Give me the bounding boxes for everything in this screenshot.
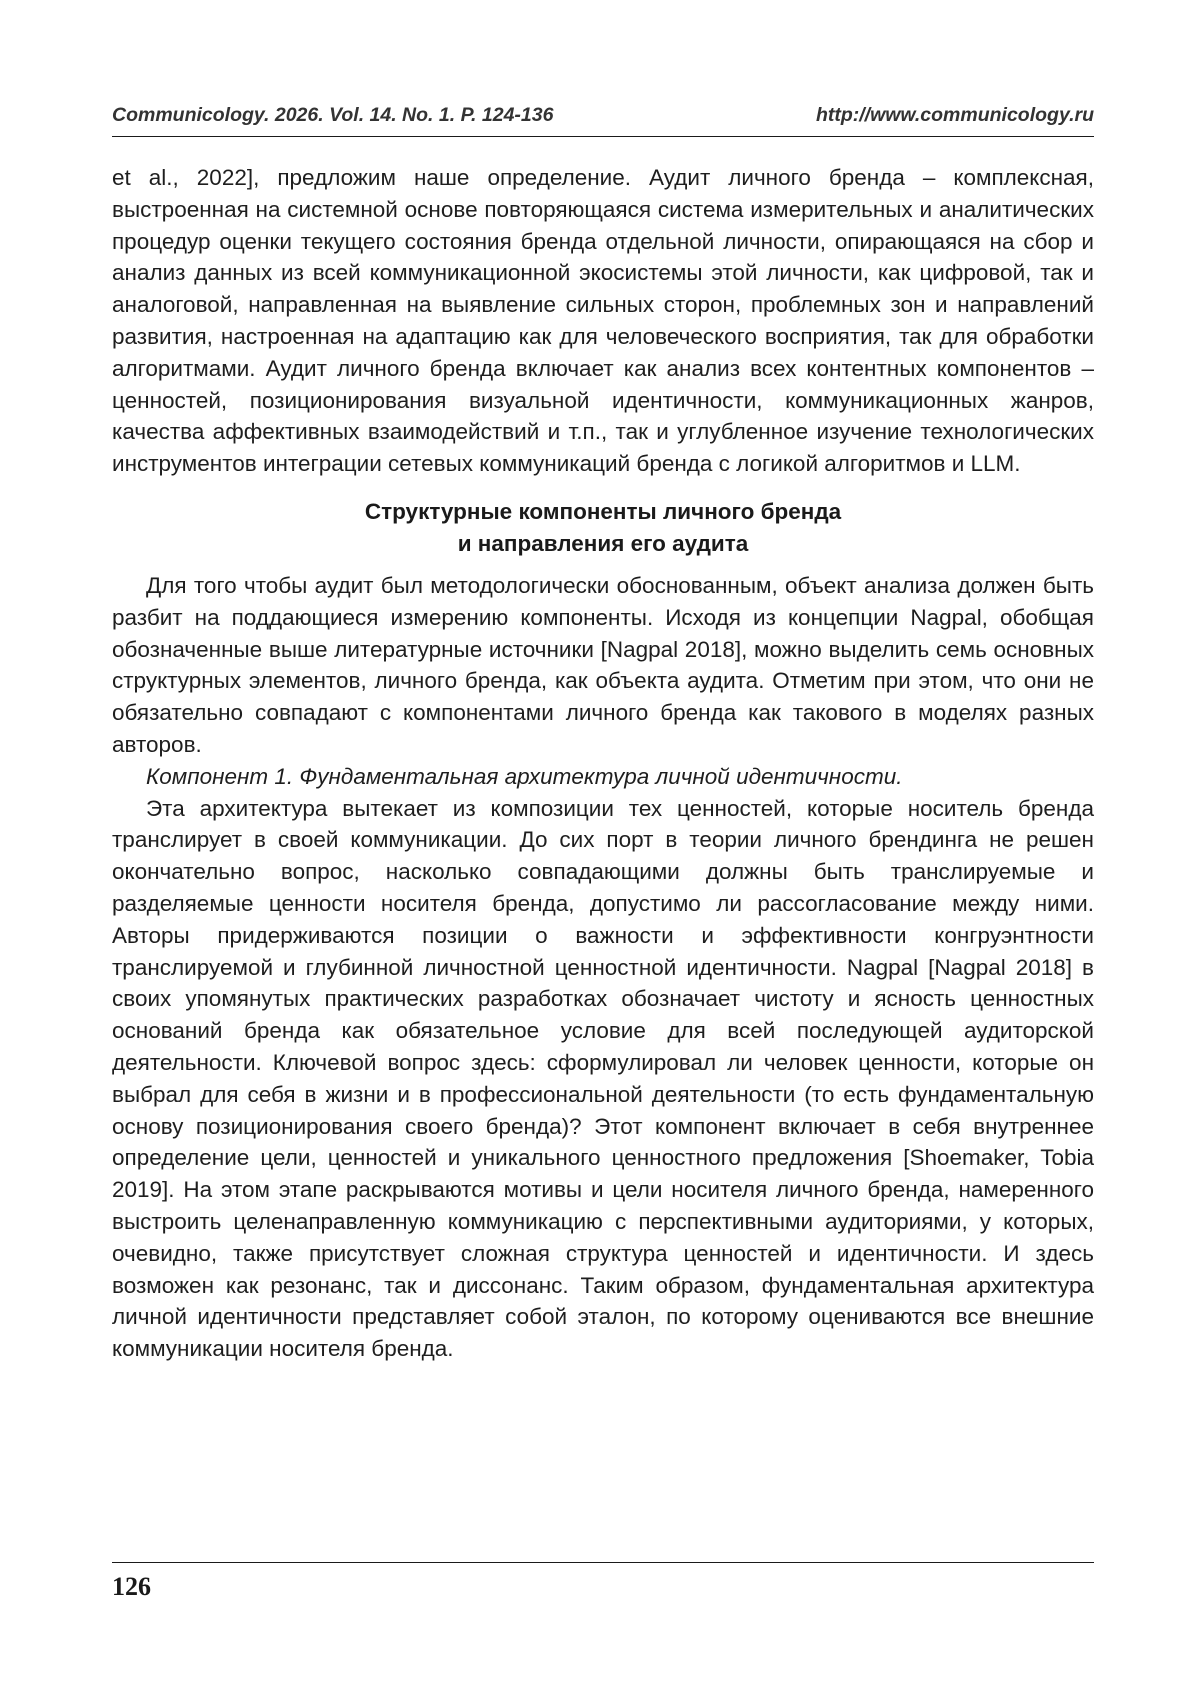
paragraph-architecture: Эта архитектура вытекает из композиции тех ценностей, которые носитель бренда транслирует в своей коммуникации. До сих порт в теории личного брендинга не решен окончательно вопрос, насколько совпадающими должны быть транслируемые и разделяемые ценности носителя бренда, допустимо ли рассогласование между ними. Авторы придерживаются позиции о важности и эффективности конгруэнтности транслируемой и глубинной личностной ценностной идентичности. Nagpal [Nagpal 2018] в своих упомянутых практических разработках обозначает чистоту и ясность ценностных оснований бренда как обязательное условие для всей последующей аудиторской деятельности. Ключевой вопрос здесь: сформулировал ли человек ценности, которые он выбрал для себя в жизни и в профессиональной деятельности (то есть фундаментальную основу позиционирования своего бренда)? Этот компонент включает в себя внутреннее определение цели, ценностей и уникального ценностного предложения [Shoemaker, Tobia 2019]. На этом этапе раскрываются мотивы и цели носителя личного бренда, намеренного выстроить целенаправленную коммуникацию с перспективными аудиториями, у которых, очевидно, также присутствует сложная структура ценностей и идентичности. И здесь возможен как резонанс, так и диссонанс. Таким образом, фундаментальная архитектура личной идентичности представляет собой эталон, по которому оцениваются все внешние коммуникации носителя бренда. xyxy=(112,795,1094,1362)
journal-url[interactable]: http://www.communicology.ru xyxy=(815,104,1094,126)
running-header xyxy=(112,104,1094,137)
article-body xyxy=(112,162,1094,1365)
section-heading xyxy=(112,496,1094,560)
section-heading-line-2: и направления его аудита xyxy=(457,530,749,556)
page-number: 126 xyxy=(112,1572,151,1601)
section-heading-line-1: Структурные компоненты личного бренда xyxy=(364,498,842,524)
component-subheading: Компонент 1. Фундаментальная архитектура личной идентичности. xyxy=(146,763,903,789)
paragraph-methodology: Для того чтобы аудит был методологически обоснованным, объект анализа должен быть разбит на поддающиеся измерению компоненты. Исходя из концепции Nagpal, обобщая обозначенные выше литературные источники [Nagpal 2018], можно выделить семь основных структурных элементов, личного бренда, как объекта аудита. Отметим при этом, что они не обязательно совпадают с компонентами личного бренда как такового в моделях разных авторов. xyxy=(112,572,1094,757)
footer-divider xyxy=(112,1562,1094,1563)
journal-citation: Communicology. 2026. Vol. 14. No. 1. P. 124-136 xyxy=(112,104,554,126)
paragraph-definition: et al., 2022], предложим наше определение. Аудит личного бренда – комплексная, выстроенная на системной основе повторяющаяся система измерительных и аналитических процедур оценки текущего состояния бренда отдельной личности, опирающаяся на сбор и анализ данных из всей коммуникационной экосистемы этой личности, как цифровой, так и аналоговой, направленная на выявление сильных сторон, проблемных зон и направлений развития, настроенная на адаптацию как для человеческого восприятия, так для обработки алгоритмами. Аудит личного бренда включает как анализ всех контентных компонентов – ценностей, позиционирования визуальной идентичности, коммуникационных жанров, качества аффективных взаимодействий и т.п., так и углубленное изучение технологических инструментов интеграции сетевых коммуникаций бренда с логикой алгоритмов и LLM. xyxy=(112,165,1094,477)
